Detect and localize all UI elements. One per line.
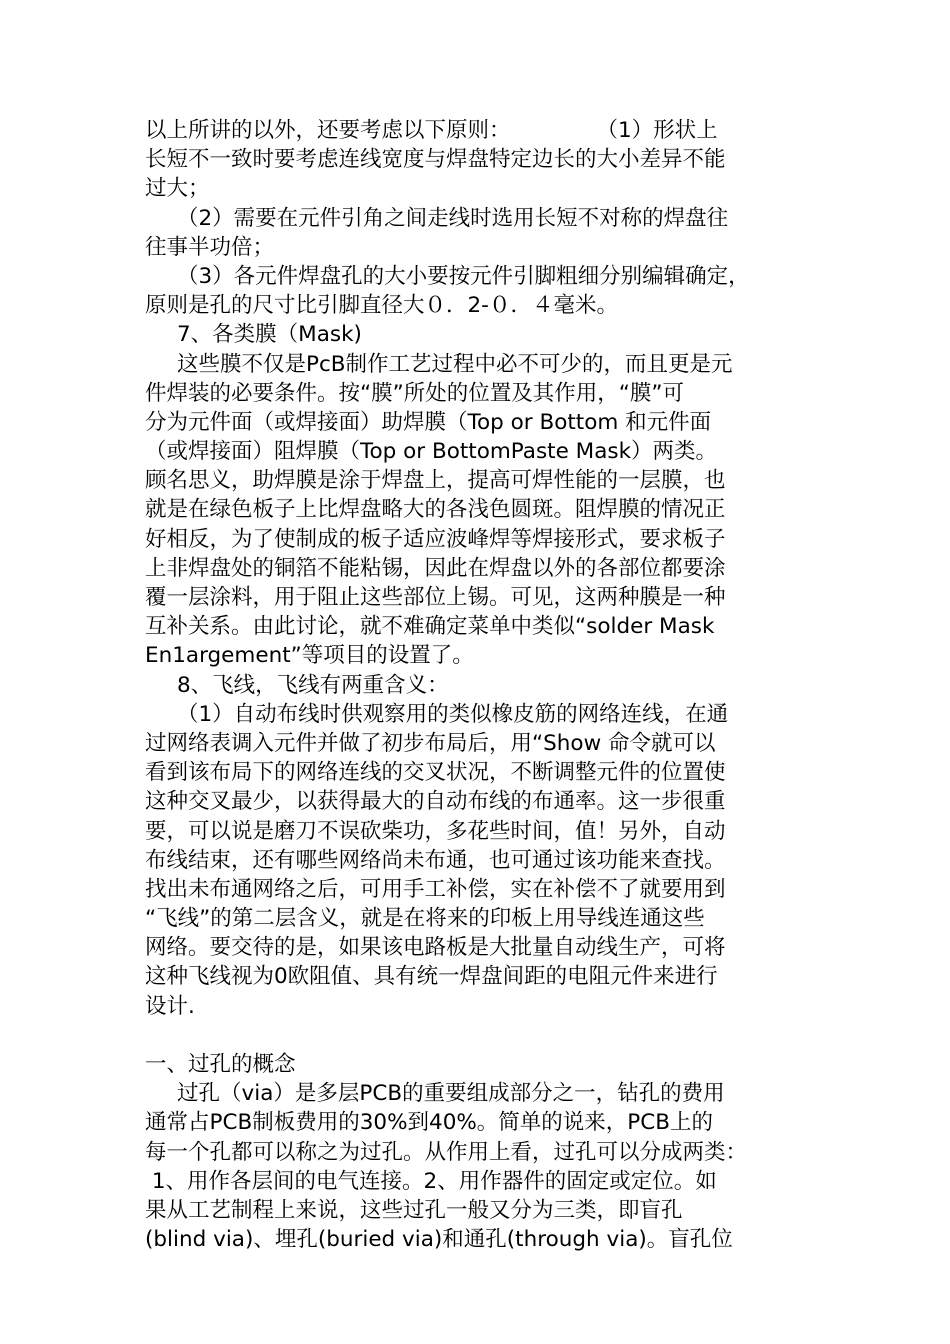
text-line: （3）各元件焊盘孔的大小要按元件引脚粗细分别编辑确定， (177, 263, 750, 289)
text-line: En1argement”等项目的设置了。 (145, 643, 474, 669)
text-line: 果从工艺制程上来说，这些过孔一般又分为三类，即盲孔 (145, 1197, 683, 1223)
text-line: 以上所讲的以外，还要考虑以下原则： （1）形状上 (145, 118, 718, 143)
text-line: 布线结束，还有哪些网络尚未布通，也可通过该功能来查找。 (145, 847, 726, 873)
text-line: 每一个孔都可以称之为过孔。从作用上看，过孔可以分成两类： (145, 1139, 748, 1165)
text-line: 网络。要交待的是，如果该电路板是大批量自动线生产，可将 (145, 935, 726, 961)
text-line: 顾名思义，助焊膜是涂于焊盘上，提高可焊性能的一层膜，也 (145, 468, 726, 494)
text-line: 找出未布通网络之后，可用手工补偿，实在补偿不了就要用到 (145, 876, 726, 902)
text-line: 1、用作各层间的电气连接。2、用作器件的固定或定位。如 (145, 1168, 717, 1194)
text-line: （1）自动布线时供观察用的类似橡皮筋的网络连线，在通 (177, 701, 729, 727)
text-line: （2）需要在元件引角之间走线时选用长短不对称的焊盘往 (177, 205, 729, 231)
text-line: 要，可以说是磨刀不误砍柴功，多花些时间，值！另外，自动 (145, 818, 726, 844)
text-line: 设计. (145, 993, 195, 1019)
text-line: 分为元件面（或焊接面）助焊膜（Top or Bottom 和元件面 (145, 409, 712, 435)
text-line: 件焊装的必要条件。按“膜”所处的位置及其作用，“膜”可 (145, 380, 685, 406)
text-line: 这些膜不仅是PcB制作工艺过程中必不可少的，而且更是元 (177, 351, 733, 377)
text-line: 往事半功倍； (145, 234, 275, 260)
text-line: 过大； (145, 176, 210, 202)
text-line: 这种交叉最少，以获得最大的自动布线的布通率。这一步很重 (145, 789, 726, 815)
text-line: 覆一层涂料，用于阻止这些部位上锡。可见，这两种膜是一种 (145, 585, 726, 610)
text-line: “飞线”的第二层含义，就是在将来的印板上用导线连通这些 (145, 906, 705, 932)
text-line: 好相反，为了使制成的板子适应波峰焊等焊接形式，要求板子 (145, 526, 726, 552)
text-line: 通常占PCB制板费用的30%到40%。简单的说来，PCB上的 (145, 1110, 714, 1136)
blank-line (145, 1021, 805, 1050)
text-line: 这种飞线视为0欧阻值、具有统一焊盘间距的电阻元件来进行 (145, 964, 718, 990)
text-line: （或焊接面）阻焊膜（Top or BottomPaste Mask）两类。 (145, 439, 718, 465)
text-line: 过网络表调入元件并做了初步布局后，用“Show 命令就可以 (145, 730, 716, 756)
text-line: 就是在绿色板子上比焊盘略大的各浅色圆斑。阻焊膜的情况正 (145, 497, 726, 523)
section-heading: 7、各类膜（Mask) (177, 322, 362, 348)
text-line: 看到该布局下的网络连线的交叉状况，不断调整元件的位置使 (145, 760, 726, 786)
section-heading: 8、飞线，飞线有两重含义： (177, 672, 449, 698)
text-line: 长短不一致时要考虑连线宽度与焊盘特定边长的大小差异不能 (145, 147, 726, 173)
text-line: 原则是孔的尺寸比引脚直径大０．2-０．４毫米。 (145, 293, 618, 319)
text-line: 上非焊盘处的铜箔不能粘锡，因此在焊盘以外的各部位都要涂 (145, 555, 726, 581)
text-line: (blind via)、埋孔(buried via)和通孔(through via)。盲孔位 (145, 1227, 733, 1253)
text-line: 过孔（via）是多层PCB的重要组成部分之一，钻孔的费用 (177, 1081, 725, 1107)
section-heading: 一、过孔的概念 (145, 1052, 296, 1077)
text-line: 互补关系。由此讨论，就不难确定菜单中类似“solder Mask (145, 614, 715, 640)
document-body (145, 116, 805, 1254)
